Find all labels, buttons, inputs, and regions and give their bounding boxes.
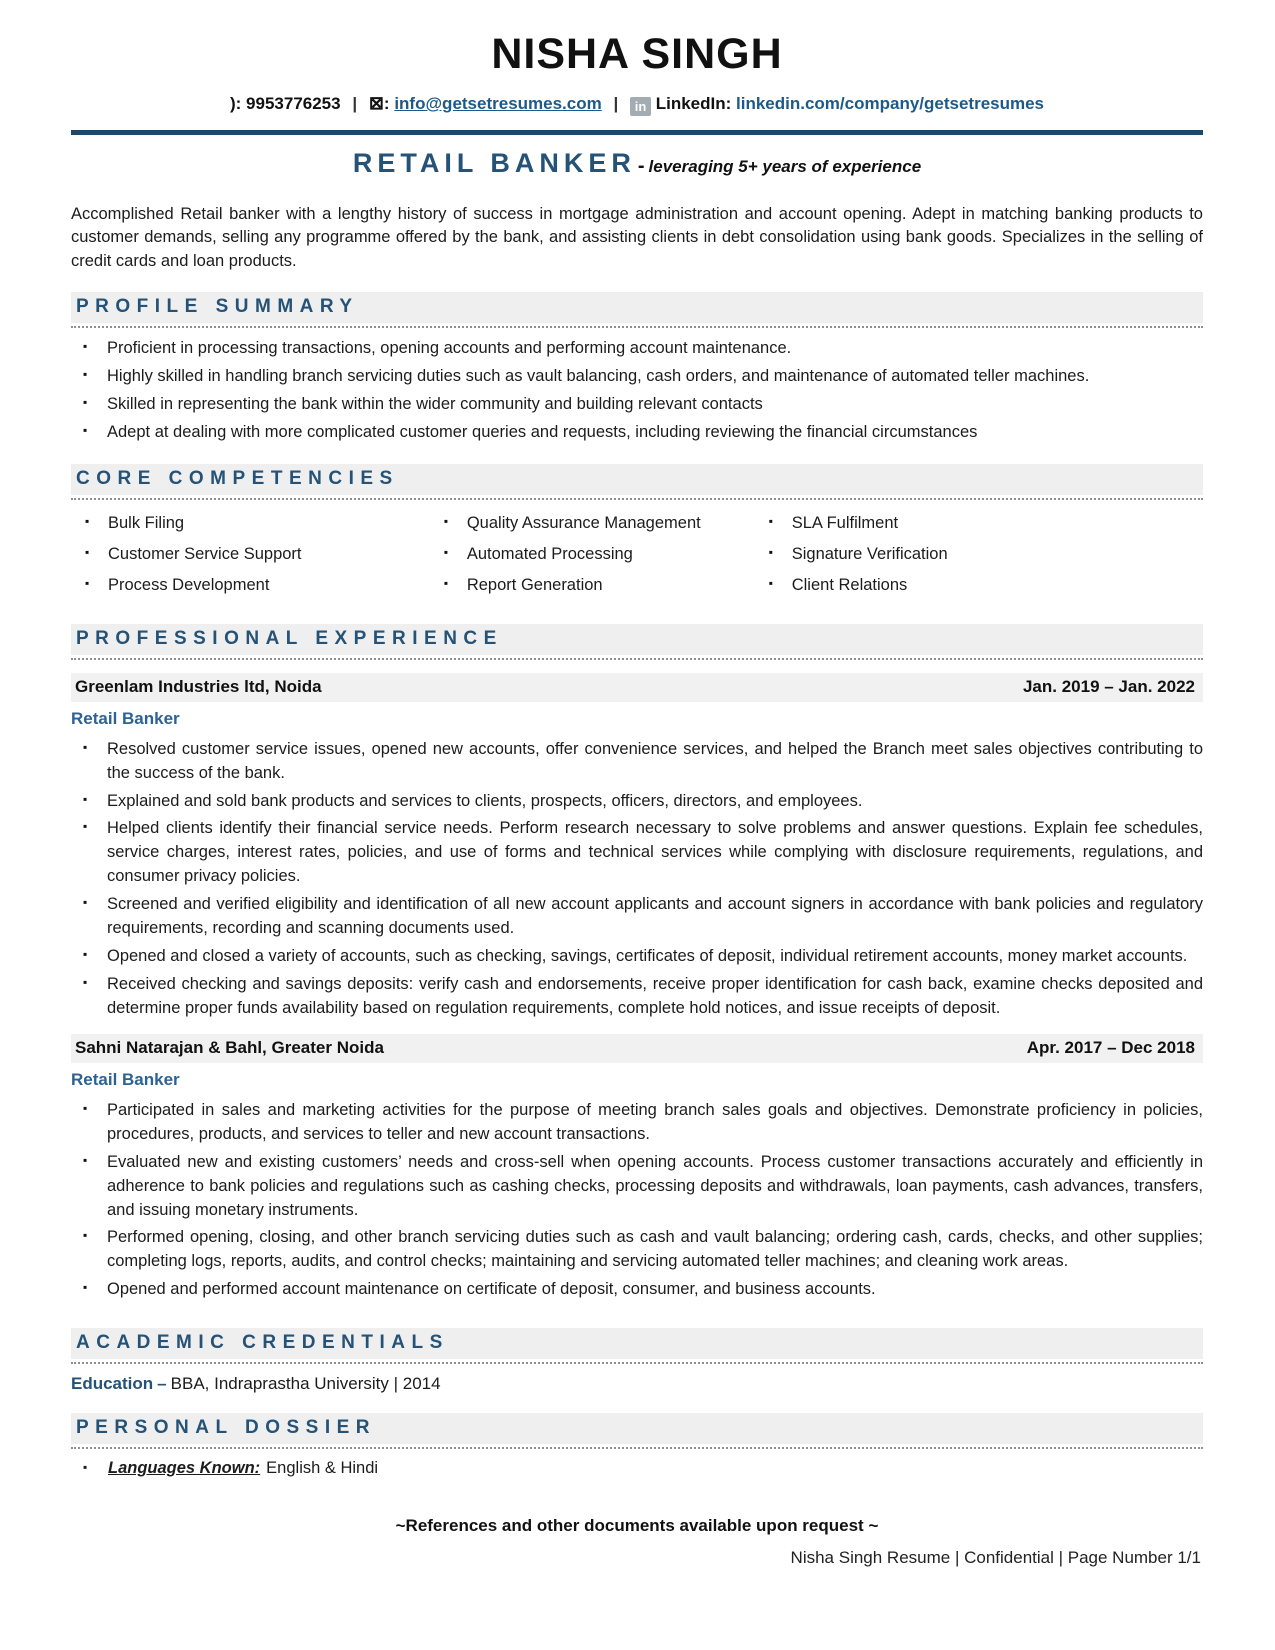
square-bullet-icon: ▪ xyxy=(443,575,449,590)
square-bullet-icon: ▪ xyxy=(83,739,88,754)
contact-line xyxy=(71,93,1203,116)
education-label: Education xyxy=(71,1374,154,1394)
section-heading: ACADEMIC CREDENTIALS xyxy=(76,1332,449,1354)
section-bar xyxy=(71,292,1203,323)
list-item xyxy=(71,893,1203,941)
competency-grid xyxy=(71,512,1203,605)
list-item xyxy=(430,574,755,598)
list-item xyxy=(71,1099,1203,1147)
list-item-text: Resolved customer service issues, opened new accounts, offer convenience services, and helped the Branch meet sales objectives contributing to the success of the bank. xyxy=(107,739,1203,782)
list-item xyxy=(71,337,1203,361)
list-item xyxy=(71,421,1203,445)
square-bullet-icon: ▪ xyxy=(83,1228,88,1243)
square-bullet-icon: ▪ xyxy=(768,544,773,559)
list-item-text: Signature Verification xyxy=(791,544,948,563)
page-footer: Nisha Singh Resume | Confidential | Page Number 1/1 xyxy=(790,1548,1201,1567)
competency-column-1 xyxy=(71,512,430,605)
section-academic-credentials xyxy=(71,1328,1203,1394)
education-dash: – xyxy=(157,1374,167,1394)
dotted-divider xyxy=(71,658,1203,660)
section-heading: CORE COMPETENCIES xyxy=(76,467,399,489)
list-item-text: Quality Assurance Management xyxy=(466,513,701,532)
list-item-text: Opened and performed account maintenance on certificate of deposit, consumer, and business accounts. xyxy=(107,1280,876,1299)
languages-line xyxy=(71,1459,1203,1478)
list-item xyxy=(71,1226,1203,1274)
job-company: Sahni Natarajan & Bahl, Greater Noida xyxy=(75,1037,384,1057)
list-item xyxy=(71,1151,1203,1223)
languages-label: Languages Known: xyxy=(108,1459,261,1478)
phone-number: : 9953776253 xyxy=(235,94,341,113)
list-item-text: Skilled in representing the bank within the wider community and building relevant contacts xyxy=(107,395,763,414)
square-bullet-icon: ▪ xyxy=(83,1100,88,1115)
square-bullet-icon: ▪ xyxy=(83,947,88,962)
square-bullet-icon: ▪ xyxy=(83,423,88,438)
list-item-text: Bulk Filing xyxy=(108,513,185,532)
job-bullet-list xyxy=(71,738,1203,1021)
envelope-icon: ⊠ xyxy=(368,93,384,113)
phone-icon: ) xyxy=(229,94,236,113)
square-bullet-icon: ▪ xyxy=(83,1460,88,1475)
square-bullet-icon: ▪ xyxy=(85,513,90,528)
list-item-text: Received checking and savings deposits: verify cash and endorsements, receive proper identification for cash back, examine checks deposited and determine proper funds availability based on regulation requirements, complete hold notices, and issue receipts of deposit. xyxy=(107,975,1203,1017)
contact-separator: | xyxy=(613,94,619,113)
list-item-text: Highly skilled in handling branch servicing duties such as vault balancing, cash orders, and maintenance of automated teller machines. xyxy=(107,367,1090,386)
list-item-text: Process Development xyxy=(108,575,270,594)
list-item-text: Helped clients identify their financial service needs. Perform research necessary to solve problems and answer questions. Explain fee schedules, service charges, interest rates, policies, and use of forms and technical services while complying with disclosure requirements, regulations, and consumer privacy policies. xyxy=(107,819,1203,886)
list-item-text: Evaluated new and existing customers’ needs and cross-sell when opening accounts. Process customer transactions accurately and efficiently in adherence to bank policies and regulations such as cashing checks, processing deposits and withdrawals, loan payments, cash advances, transfers, and issuing monetary instruments. xyxy=(107,1152,1203,1219)
job-title: Retail Banker xyxy=(71,1069,180,1089)
list-item xyxy=(71,738,1203,786)
list-item-text: SLA Fulfilment xyxy=(791,513,899,532)
job-bullet-list xyxy=(71,1099,1203,1302)
list-item-text: Report Generation xyxy=(466,575,603,594)
square-bullet-icon: ▪ xyxy=(83,895,88,910)
square-bullet-icon: ▪ xyxy=(443,544,449,559)
role-line xyxy=(71,148,1203,179)
square-bullet-icon: ▪ xyxy=(83,975,88,990)
list-item-text: Customer Service Support xyxy=(108,544,302,563)
list-item xyxy=(71,365,1203,389)
square-bullet-icon: ▪ xyxy=(443,513,449,528)
list-item-text: Opened and closed a variety of accounts, such as checking, savings, certificates of deposit, individual retirement accounts, money market accounts. xyxy=(107,947,1188,966)
square-bullet-icon: ▪ xyxy=(85,575,90,590)
section-heading: PERSONAL DOSSIER xyxy=(76,1417,377,1439)
list-item xyxy=(71,973,1203,1021)
email-colon: : xyxy=(383,94,390,113)
section-bar xyxy=(71,1328,1203,1359)
languages-value: English & Hindi xyxy=(266,1459,379,1478)
section-bar xyxy=(71,624,1203,655)
header-divider xyxy=(71,130,1203,135)
list-item xyxy=(71,543,430,567)
linkedin-link[interactable]: linkedin.com/company/getsetresumes xyxy=(736,94,1045,113)
list-item-text: Proficient in processing transactions, opening accounts and performing account maintenance. xyxy=(107,339,792,358)
section-bar xyxy=(71,464,1203,495)
square-bullet-icon: ▪ xyxy=(83,367,88,382)
list-item xyxy=(71,574,430,598)
linkedin-label: LinkedIn: xyxy=(655,94,732,113)
competency-column-2 xyxy=(430,512,755,605)
job-header-row xyxy=(71,673,1203,702)
square-bullet-icon: ▪ xyxy=(83,1152,88,1167)
list-item xyxy=(71,945,1203,969)
summary-paragraph: Accomplished Retail banker with a lengthy history of success in mortgage administration and account opening. Adept in matching banking products to customer demands, selling any programme offered by the bank, and assisting clients in debt consolidation using bank goods. Specializes in the selling of credit cards and loan products. xyxy=(71,205,1203,270)
list-item xyxy=(755,574,1203,598)
section-bar xyxy=(71,1413,1203,1444)
education-detail: BBA, Indraprastha University | 2014 xyxy=(170,1374,441,1394)
list-item xyxy=(71,790,1203,814)
job-entry xyxy=(71,1034,1203,1302)
list-item-text: Explained and sold bank products and services to clients, prospects, officers, directors, and employees. xyxy=(107,791,863,810)
list-item xyxy=(71,817,1203,889)
list-item-text: Adept at dealing with more complicated customer queries and requests, including reviewing the financial circumstances xyxy=(107,423,978,442)
square-bullet-icon: ▪ xyxy=(83,339,88,354)
list-item-text: Screened and verified eligibility and identification of all new account applicants and account signers in accordance with bank policies and regulatory requirements, recording and scanning documents used. xyxy=(107,895,1203,938)
square-bullet-icon: ▪ xyxy=(768,513,773,528)
list-item xyxy=(430,543,755,567)
linkedin-icon[interactable]: in xyxy=(630,97,651,116)
job-dates: Jan. 2019 – Jan. 2022 xyxy=(1022,676,1195,696)
job-dates: Apr. 2017 – Dec 2018 xyxy=(1026,1037,1195,1057)
list-item xyxy=(755,512,1203,536)
role-tagline: leveraging 5+ years of experience xyxy=(648,157,922,176)
section-personal-dossier xyxy=(71,1413,1203,1478)
competency-column-3 xyxy=(755,512,1203,605)
list-item-text: Performed opening, closing, and other branch servicing duties such as cash and vault balancing; ordering cash, cards, checks, and other supplies; completing logs, reports, audits, and control checks; maintaining and servicing automated teller machines; and cleaning work areas. xyxy=(107,1228,1203,1271)
education-line xyxy=(71,1374,1203,1394)
square-bullet-icon: ▪ xyxy=(83,395,88,410)
section-professional-experience xyxy=(71,624,1203,1303)
list-item xyxy=(755,543,1203,567)
candidate-name: NISHA SINGH xyxy=(491,30,783,78)
section-profile-summary xyxy=(71,292,1203,445)
references-note: ~References and other documents available upon request ~ xyxy=(395,1516,879,1536)
list-item-text: Participated in sales and marketing activities for the purpose of meeting branch sales goals and objectives. Demonstrate proficiency in policies, procedures, products, and services to teller and new account transactions. xyxy=(107,1100,1203,1143)
dotted-divider xyxy=(71,1362,1203,1364)
square-bullet-icon: ▪ xyxy=(85,544,90,559)
square-bullet-icon: ▪ xyxy=(83,1280,88,1295)
role-dash: - xyxy=(637,155,645,177)
dotted-divider xyxy=(71,1447,1203,1449)
section-core-competencies xyxy=(71,464,1203,605)
email-link[interactable]: info@getsetresumes.com xyxy=(394,94,602,113)
profile-summary-list xyxy=(71,337,1203,445)
dotted-divider xyxy=(71,498,1203,500)
list-item xyxy=(430,512,755,536)
contact-separator: | xyxy=(352,94,358,113)
list-item xyxy=(71,512,430,536)
dotted-divider xyxy=(71,326,1203,328)
job-entry xyxy=(71,673,1203,1021)
list-item xyxy=(71,393,1203,417)
job-company: Greenlam Industries ltd, Noida xyxy=(75,676,322,696)
role-title: RETAIL BANKER xyxy=(352,148,636,178)
section-heading: PROFESSIONAL EXPERIENCE xyxy=(76,627,503,649)
list-item xyxy=(71,1278,1203,1302)
job-title: Retail Banker xyxy=(71,708,180,728)
list-item-text: Automated Processing xyxy=(466,544,633,563)
list-item-text: Client Relations xyxy=(791,575,908,594)
square-bullet-icon: ▪ xyxy=(83,819,88,834)
square-bullet-icon: ▪ xyxy=(768,575,773,590)
square-bullet-icon: ▪ xyxy=(83,791,88,806)
section-heading: PROFILE SUMMARY xyxy=(76,296,359,318)
job-header-row xyxy=(71,1034,1203,1063)
